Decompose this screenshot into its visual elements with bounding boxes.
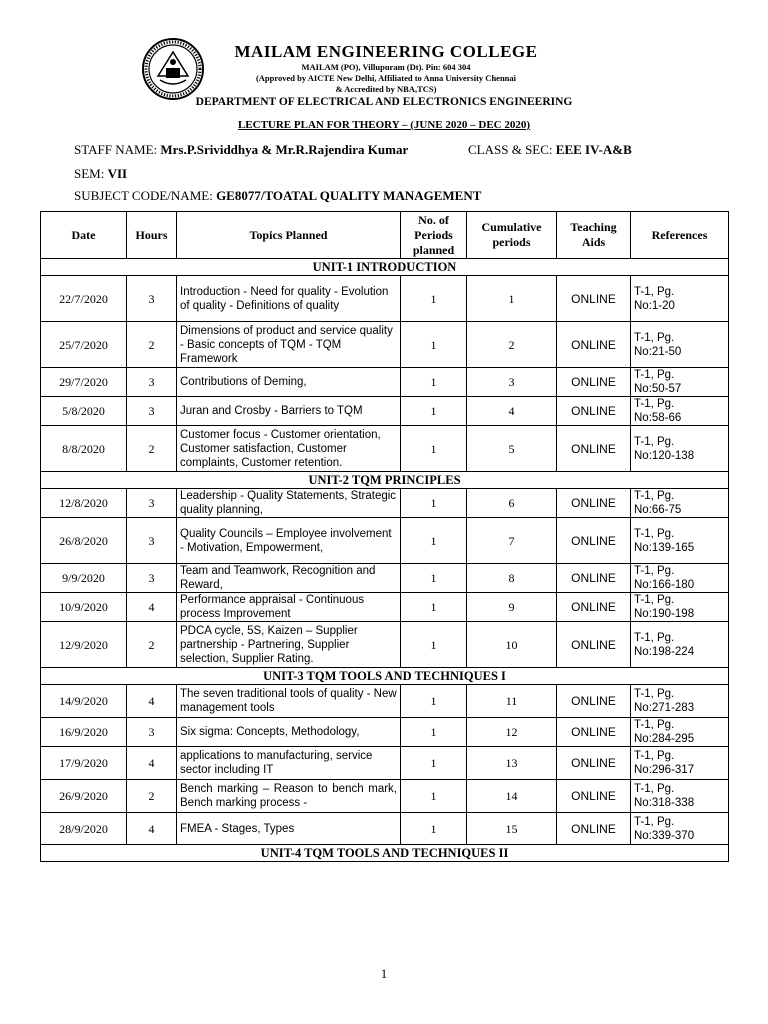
header-aids-line: Teaching xyxy=(570,220,617,234)
unit-heading-row xyxy=(41,472,729,489)
reference-line: No:271-283 xyxy=(634,702,695,714)
hours-cell: 4 xyxy=(127,813,177,845)
header-topics: Topics Planned xyxy=(177,212,401,259)
topic-cell: Juran and Crosby - Barriers to TQM xyxy=(177,397,401,426)
cumulative-cell: 4 xyxy=(467,397,557,426)
table-row xyxy=(41,622,729,668)
college-name: MAILAM ENGINEERING COLLEGE xyxy=(234,42,538,61)
hours-cell: 2 xyxy=(127,622,177,668)
cumulative-cell: 15 xyxy=(467,813,557,845)
header-date: Date xyxy=(41,212,127,259)
cumulative-cell: 8 xyxy=(467,564,557,593)
class-sec-row xyxy=(468,142,632,158)
hours-cell: 4 xyxy=(127,685,177,718)
periods-cell: 1 xyxy=(401,368,467,397)
reference-line: T-1, Pg. xyxy=(634,435,675,448)
table-row xyxy=(41,813,729,845)
hours-cell: 3 xyxy=(127,489,177,518)
hours-cell: 3 xyxy=(127,718,177,747)
periods-cell: 1 xyxy=(401,593,467,622)
periods-cell: 1 xyxy=(401,322,467,368)
unit-title: UNIT-4 TQM TOOLS AND TECHNIQUES II xyxy=(41,845,729,862)
unit-title: UNIT-1 INTRODUCTION xyxy=(41,259,729,276)
teaching-aid-cell: ONLINE xyxy=(557,397,631,426)
table-row xyxy=(41,276,729,322)
class-label: CLASS & SEC: xyxy=(468,142,556,157)
staff-value: Mrs.P.Srividdhya & Mr.R.Rajendira Kumar xyxy=(160,142,409,157)
periods-cell: 1 xyxy=(401,276,467,322)
reference-line: T-1, Pg. xyxy=(634,631,675,644)
reference-line: T-1, Pg. xyxy=(634,750,675,762)
header-cumulative-line: Cumulative xyxy=(481,220,542,234)
reference-cell xyxy=(631,322,729,368)
header-aids-line: Aids xyxy=(581,235,606,249)
reference-cell xyxy=(631,747,729,780)
periods-cell: 1 xyxy=(401,622,467,668)
table-row xyxy=(41,518,729,564)
reference-line: T-1, Pg. xyxy=(634,688,675,700)
reference-cell xyxy=(631,489,729,518)
hours-cell: 4 xyxy=(127,747,177,780)
reference-line: T-1, Pg. xyxy=(634,369,675,381)
reference-cell xyxy=(631,397,729,426)
topic-cell: Contributions of Deming, xyxy=(177,368,401,397)
reference-line: No:66-75 xyxy=(634,504,682,516)
date-cell: 17/9/2020 xyxy=(41,747,127,780)
date-cell: 22/7/2020 xyxy=(41,276,127,322)
unit-title: UNIT-2 TQM PRINCIPLES xyxy=(41,472,729,489)
subject-row xyxy=(74,188,481,204)
date-cell: 28/9/2020 xyxy=(41,813,127,845)
hours-cell: 3 xyxy=(127,518,177,564)
topic-cell: applications to manufacturing, service sector including IT xyxy=(177,747,401,780)
header-periods-line: No. of xyxy=(418,212,449,227)
reference-line: No:198-224 xyxy=(634,645,695,658)
reference-cell xyxy=(631,593,729,622)
reference-line: T-1, Pg. xyxy=(634,815,675,828)
periods-cell: 1 xyxy=(401,747,467,780)
date-cell: 29/7/2020 xyxy=(41,368,127,397)
date-cell: 16/9/2020 xyxy=(41,718,127,747)
teaching-aid-cell: ONLINE xyxy=(557,747,631,780)
reference-line: No:139-165 xyxy=(634,541,695,554)
header-periods xyxy=(401,212,467,259)
date-cell: 10/9/2020 xyxy=(41,593,127,622)
periods-cell: 1 xyxy=(401,813,467,845)
reference-line: No:58-66 xyxy=(634,412,682,424)
unit-title: UNIT-3 TQM TOOLS AND TECHNIQUES I xyxy=(41,668,729,685)
cumulative-cell: 3 xyxy=(467,368,557,397)
header-hours: Hours xyxy=(127,212,177,259)
header-periods-line: Periods xyxy=(414,227,453,242)
topic-cell: Bench marking – Reason to bench mark, Bench marking process - xyxy=(177,780,401,813)
date-cell: 26/8/2020 xyxy=(41,518,127,564)
reference-line: T-1, Pg. xyxy=(634,331,675,344)
reference-line: No:1-20 xyxy=(634,299,675,312)
date-cell: 9/9/2020 xyxy=(41,564,127,593)
reference-line: T-1, Pg. xyxy=(634,594,675,606)
subject-value: GE8077/TOATAL QUALITY MANAGEMENT xyxy=(216,188,482,203)
reference-line: T-1, Pg. xyxy=(634,285,675,298)
header-teaching-aids xyxy=(557,212,631,259)
date-cell: 12/9/2020 xyxy=(41,622,127,668)
hours-cell: 2 xyxy=(127,780,177,813)
header-references: References xyxy=(631,212,729,259)
table-row xyxy=(41,718,729,747)
lecture-plan-title: LECTURE PLAN FOR THEORY – (JUNE 2020 – DEC 2020) xyxy=(237,119,531,131)
table-row xyxy=(41,564,729,593)
hours-cell: 2 xyxy=(127,426,177,472)
teaching-aid-cell: ONLINE xyxy=(557,813,631,845)
sem-value: VII xyxy=(107,166,128,181)
reference-line: No:318-338 xyxy=(634,797,695,809)
topic-cell: PDCA cycle, 5S, Kaizen – Supplier partnership - Partnering, Supplier selection, Supplier Rating. xyxy=(177,622,401,668)
periods-cell: 1 xyxy=(401,426,467,472)
table-row xyxy=(41,489,729,518)
reference-line: No:50-57 xyxy=(634,383,682,395)
cumulative-cell: 13 xyxy=(467,747,557,780)
reference-cell xyxy=(631,564,729,593)
topic-cell: Six sigma: Concepts, Methodology, xyxy=(177,718,401,747)
staff-name-row xyxy=(74,142,408,158)
teaching-aid-cell: ONLINE xyxy=(557,564,631,593)
reference-line: No:284-295 xyxy=(634,733,695,745)
topic-cell: FMEA - Stages, Types xyxy=(177,813,401,845)
reference-cell xyxy=(631,368,729,397)
topic-cell: Introduction - Need for quality - Evolution of quality - Definitions of quality xyxy=(177,276,401,322)
reference-cell xyxy=(631,685,729,718)
periods-cell: 1 xyxy=(401,564,467,593)
table-row xyxy=(41,397,729,426)
header-cumulative-line: periods xyxy=(492,235,531,249)
college-address: MAILAM (PO), Villupuram (Dt). Pin: 604 304 xyxy=(301,62,471,72)
staff-label: STAFF NAME: xyxy=(74,142,161,157)
cumulative-cell: 5 xyxy=(467,426,557,472)
cumulative-cell: 1 xyxy=(467,276,557,322)
reference-cell xyxy=(631,518,729,564)
periods-cell: 1 xyxy=(401,718,467,747)
hours-cell: 3 xyxy=(127,368,177,397)
cumulative-cell: 11 xyxy=(467,685,557,718)
cumulative-cell: 2 xyxy=(467,322,557,368)
college-accreditation: & Accredited by NBA,TCS) xyxy=(335,84,437,94)
teaching-aid-cell: ONLINE xyxy=(557,518,631,564)
table-row xyxy=(41,426,729,472)
periods-cell: 1 xyxy=(401,780,467,813)
teaching-aid-cell: ONLINE xyxy=(557,368,631,397)
topic-cell: Performance appraisal - Continuous process Improvement xyxy=(177,593,401,622)
teaching-aid-cell: ONLINE xyxy=(557,276,631,322)
teaching-aid-cell: ONLINE xyxy=(557,426,631,472)
cumulative-cell: 6 xyxy=(467,489,557,518)
reference-line: No:190-198 xyxy=(634,608,695,620)
topic-cell: Leadership - Quality Statements, Strategic quality planning, xyxy=(177,489,401,518)
topic-cell: Quality Councils – Employee involvement - Motivation, Empowerment, xyxy=(177,518,401,564)
cumulative-cell: 9 xyxy=(467,593,557,622)
hours-cell: 2 xyxy=(127,322,177,368)
header-periods-line: planned xyxy=(412,242,455,257)
periods-cell: 1 xyxy=(401,518,467,564)
table-row xyxy=(41,368,729,397)
unit-heading-row xyxy=(41,259,729,276)
college-header xyxy=(206,42,566,95)
table-row xyxy=(41,322,729,368)
college-approval: (Approved by AICTE New Delhi, Affiliated to Anna University Chennai xyxy=(255,73,517,83)
reference-cell xyxy=(631,718,729,747)
reference-line: T-1, Pg. xyxy=(634,490,675,502)
hours-cell: 3 xyxy=(127,276,177,322)
topic-cell: The seven traditional tools of quality - New management tools xyxy=(177,685,401,718)
cumulative-cell: 10 xyxy=(467,622,557,668)
reference-cell xyxy=(631,276,729,322)
table-header-row xyxy=(41,212,729,259)
reference-line: T-1, Pg. xyxy=(634,783,675,795)
page-number: 1 xyxy=(380,966,388,981)
teaching-aid-cell: ONLINE xyxy=(557,718,631,747)
unit-heading-row xyxy=(41,845,729,862)
lecture-plan-table xyxy=(40,211,729,862)
reference-line: T-1, Pg. xyxy=(634,527,675,540)
sem-label: SEM: xyxy=(74,166,108,181)
class-value: EEE IV-A&B xyxy=(555,142,632,157)
reference-cell xyxy=(631,426,729,472)
cumulative-cell: 7 xyxy=(467,518,557,564)
date-cell: 8/8/2020 xyxy=(41,426,127,472)
sem-row xyxy=(74,166,127,182)
reference-line: No:166-180 xyxy=(634,579,695,591)
topic-cell: Customer focus - Customer orientation, Customer satisfaction, Customer complaints, Customer retention. xyxy=(177,426,401,472)
hours-cell: 4 xyxy=(127,593,177,622)
cumulative-cell: 14 xyxy=(467,780,557,813)
reference-cell xyxy=(631,813,729,845)
teaching-aid-cell: ONLINE xyxy=(557,780,631,813)
reference-line: T-1, Pg. xyxy=(634,565,675,577)
reference-line: No:296-317 xyxy=(634,764,695,776)
cumulative-cell: 12 xyxy=(467,718,557,747)
reference-line: No:21-50 xyxy=(634,345,682,358)
teaching-aid-cell: ONLINE xyxy=(557,489,631,518)
reference-line: No:339-370 xyxy=(634,829,695,842)
date-cell: 5/8/2020 xyxy=(41,397,127,426)
reference-line: T-1, Pg. xyxy=(634,398,675,410)
table-row xyxy=(41,685,729,718)
teaching-aid-cell: ONLINE xyxy=(557,622,631,668)
date-cell: 12/8/2020 xyxy=(41,489,127,518)
college-seal-logo xyxy=(142,38,204,100)
date-cell: 25/7/2020 xyxy=(41,322,127,368)
table-row xyxy=(41,747,729,780)
reference-cell xyxy=(631,622,729,668)
topic-cell: Team and Teamwork, Recognition and Reward, xyxy=(177,564,401,593)
topic-cell: Dimensions of product and service quality - Basic concepts of TQM - TQM Framework xyxy=(177,322,401,368)
teaching-aid-cell: ONLINE xyxy=(557,593,631,622)
periods-cell: 1 xyxy=(401,489,467,518)
periods-cell: 1 xyxy=(401,685,467,718)
reference-line: T-1, Pg. xyxy=(634,719,675,731)
hours-cell: 3 xyxy=(127,564,177,593)
date-cell: 14/9/2020 xyxy=(41,685,127,718)
header-cumulative xyxy=(467,212,557,259)
subject-label: SUBJECT CODE/NAME: xyxy=(74,188,217,203)
table-row xyxy=(41,780,729,813)
periods-cell: 1 xyxy=(401,397,467,426)
date-cell: 26/9/2020 xyxy=(41,780,127,813)
reference-line: No:120-138 xyxy=(634,449,695,462)
table-body xyxy=(41,259,729,862)
unit-heading-row xyxy=(41,668,729,685)
department-title: DEPARTMENT OF ELECTRICAL AND ELECTRONICS ENGINEERING xyxy=(195,96,573,108)
reference-cell xyxy=(631,780,729,813)
teaching-aid-cell: ONLINE xyxy=(557,685,631,718)
hours-cell: 3 xyxy=(127,397,177,426)
table-row xyxy=(41,593,729,622)
teaching-aid-cell: ONLINE xyxy=(557,322,631,368)
